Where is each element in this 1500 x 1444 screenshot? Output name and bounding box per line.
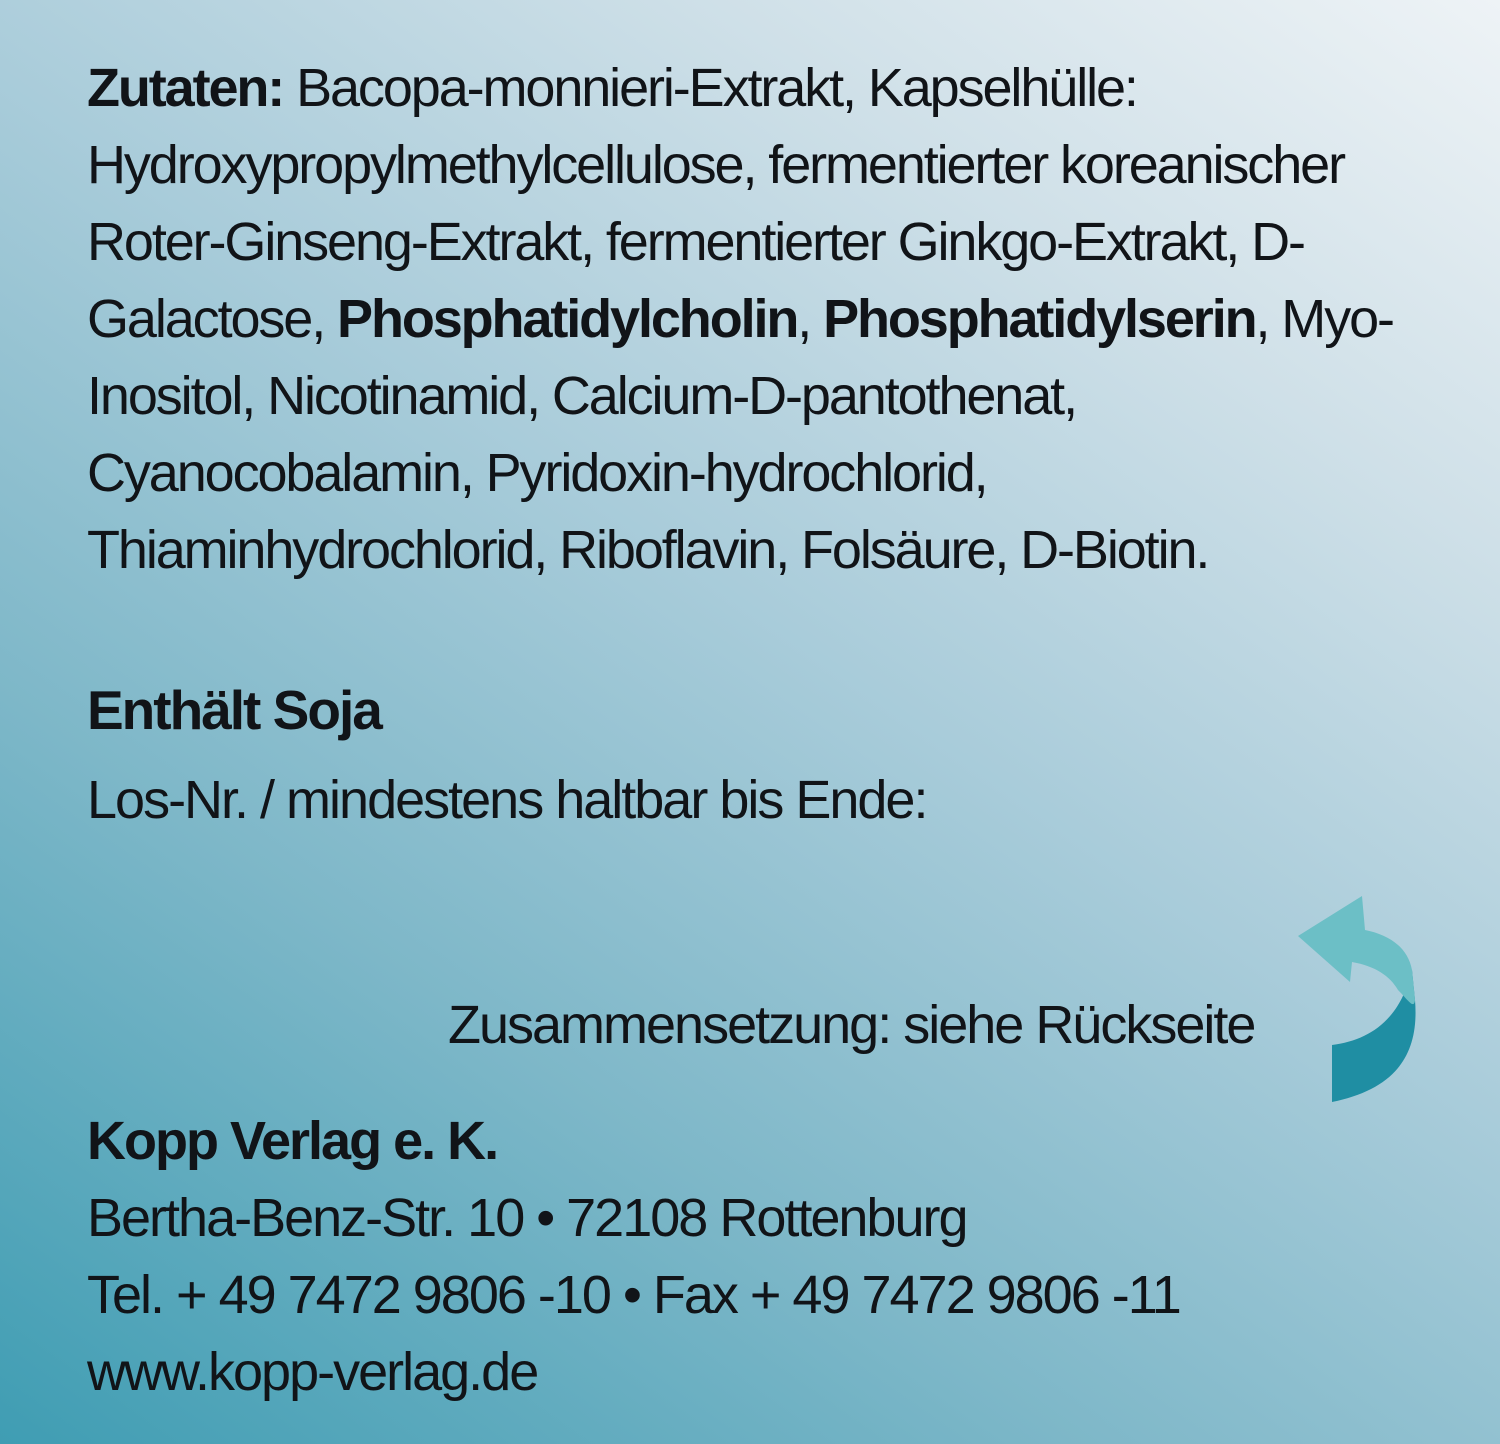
ingredients-heading: Zutaten: bbox=[87, 58, 284, 118]
back-reference-text: Zusammensetzung: siehe Rückseite bbox=[448, 995, 1255, 1055]
publisher-address: Bertha-Benz-Str. 10 • 72108 Rottenburg bbox=[87, 1188, 967, 1248]
publisher-name: Kopp Verlag e. K. bbox=[87, 1111, 498, 1171]
arrow-head-light bbox=[1298, 896, 1415, 1004]
ingredient-phosphatidylserin: Phosphatidylserin bbox=[823, 289, 1256, 349]
publisher-info bbox=[87, 1103, 1180, 1411]
ingredient-phosphatidylcholin: Phosphatidylcholin bbox=[337, 289, 798, 349]
ingredients-text-2: , Myo-Inositol, Nicotinamid, Calcium-D-pantothenat, Cyanocobalamin, Pyridoxin-hydrochlorid, Thiaminhydrochlorid, Riboflavin, Folsäure, D-Biotin. bbox=[87, 289, 1393, 580]
ingredients-list bbox=[87, 50, 1417, 589]
publisher-phone-fax: Tel. + 49 7472 9806 -10 • Fax + 49 7472 9806 -11 bbox=[87, 1265, 1180, 1325]
curved-arrow-icon bbox=[1290, 890, 1425, 1110]
publisher-website: www.kopp-verlag.de bbox=[87, 1342, 538, 1402]
ingredients-separator: , bbox=[797, 289, 824, 349]
lot-number-label: Los-Nr. / mindestens haltbar bis Ende: bbox=[87, 770, 927, 830]
allergen-notice: Enthält Soja bbox=[87, 679, 381, 741]
ingredients-text-1: Bacopa-monnieri-Extrakt, Kapselhülle: Hydroxypropylmethylcellulose, fermentierter koreanischer Roter-Ginseng-Extrakt, fermentierter Ginkgo-Extrakt, D-Galactose, bbox=[87, 58, 1344, 349]
